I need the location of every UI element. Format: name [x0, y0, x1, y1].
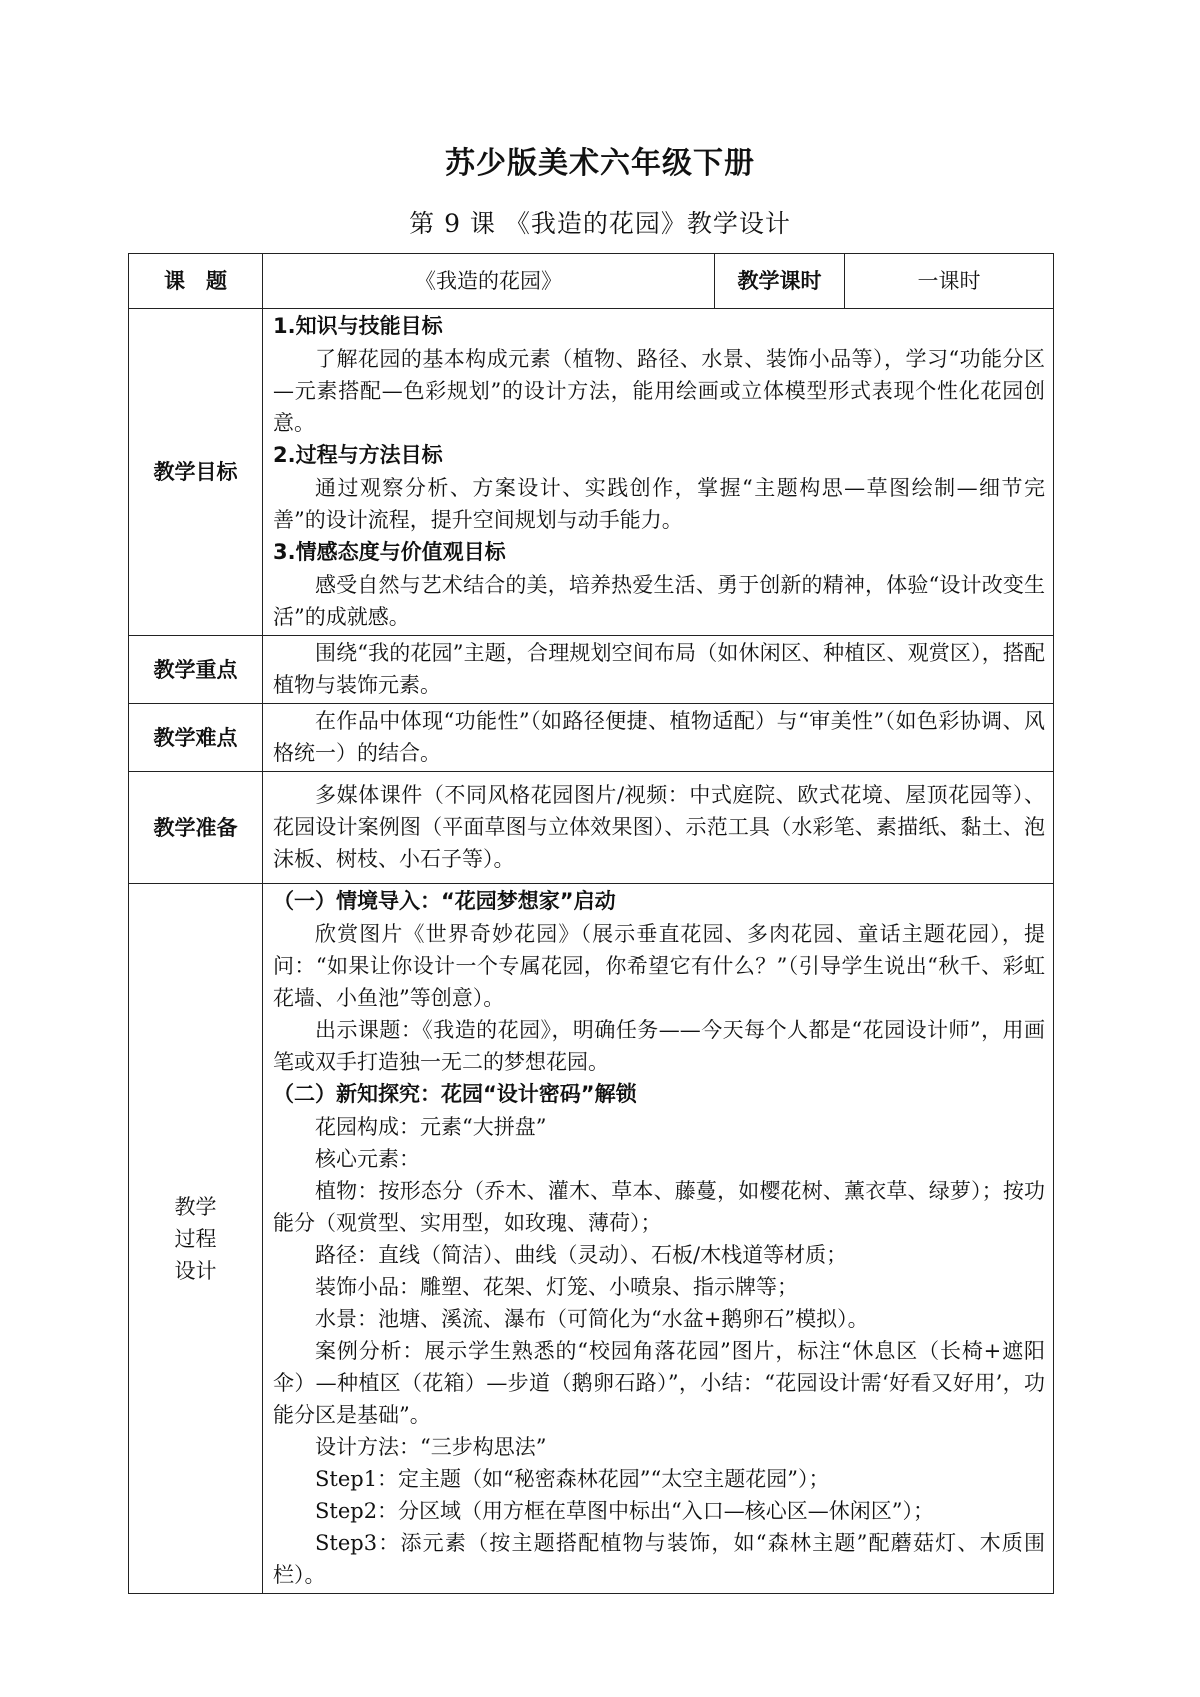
section-2-paragraph: 路径：直线（简洁）、曲线（灵动）、石板/木栈道等材质； — [315, 1243, 848, 1267]
difficulty-text: 在作品中体现“功能性”（如路径便捷、植物适配）与“审美性”（如色彩协调、风格统一）的结合。 — [273, 709, 1045, 765]
section-2-heading: （二）新知探究：花园“设计密码”解锁 — [273, 1082, 637, 1106]
topic-value: 《我造的花园》 — [263, 254, 715, 309]
document-title: 苏少版美术六年级下册 — [445, 146, 755, 181]
difficulty-content — [263, 704, 1054, 772]
key-point-content — [263, 636, 1054, 704]
table-row-key-point — [129, 636, 1054, 704]
table-row-goals — [129, 309, 1054, 636]
table-row-preparation — [129, 772, 1054, 884]
section-1-paragraph: 出示课题：《我造的花园》，明确任务——今天每个人都是“花园设计师”，用画笔或双手打造独一无二的梦想花园。 — [273, 1018, 1045, 1074]
section-2-paragraph: 案例分析：展示学生熟悉的“校园角落花园”图片，标注“休息区（长椅+遮阳伞）—种植区（花箱）—步道（鹅卵石路）”，小结：“花园设计需‘好看又好用’，功能分区是基础”。 — [273, 1339, 1045, 1427]
goal-2-heading: 2.过程与方法目标 — [273, 443, 443, 467]
goal-3-heading: 3.情感态度与价值观目标 — [273, 540, 506, 564]
goals-label: 教学目标 — [129, 309, 263, 636]
section-1-paragraph: 欣赏图片《世界奇妙花园》（展示垂直花园、多肉花园、童话主题花园），提问：“如果让你设计一个专属花园，你希望它有什么？”（引导学生说出“秋千、彩虹花墙、小鱼池”等创意）。 — [273, 922, 1045, 1010]
process-label — [129, 884, 263, 1594]
section-1-heading: （一）情境导入：“花园梦想家”启动 — [273, 889, 616, 913]
goal-1-heading: 1.知识与技能目标 — [273, 314, 443, 338]
table-row-difficulty — [129, 704, 1054, 772]
section-2-paragraph: 水景：池塘、溪流、瀑布（可简化为“水盆+鹅卵石”模拟）。 — [315, 1307, 869, 1331]
section-2-paragraph: 设计方法：“三步构思法” — [315, 1435, 547, 1459]
section-2-paragraph: Step2：分区域（用方框在草图中标出“入口—核心区—休闲区”）； — [315, 1499, 935, 1523]
goal-1-text: 了解花园的基本构成元素（植物、路径、水景、装饰小品等），学习“功能分区—元素搭配—色彩规划”的设计方法，能用绘画或立体模型形式表现个性化花园创意。 — [273, 347, 1045, 435]
section-2-paragraph: 装饰小品：雕塑、花架、灯笼、小喷泉、指示牌等； — [315, 1275, 798, 1299]
table-row-process — [129, 884, 1054, 1594]
goals-content — [263, 309, 1054, 636]
goal-2-text: 通过观察分析、方案设计、实践创作，掌握“主题构思—草图绘制—细节完善”的设计流程，提升空间规划与动手能力。 — [273, 476, 1045, 532]
process-label-line-2: 过程 — [174, 1226, 217, 1251]
topic-label: 课 题 — [129, 254, 263, 309]
process-label-line-1: 教学 — [174, 1194, 217, 1219]
key-point-label: 教学重点 — [129, 636, 263, 704]
section-2-paragraph: 核心元素： — [315, 1147, 420, 1171]
process-label-line-3: 设计 — [174, 1258, 217, 1283]
hours-label: 教学课时 — [715, 254, 845, 309]
section-2-paragraph: Step3：添元素（按主题搭配植物与装饰，如“森林主题”配蘑菇灯、木质围栏）。 — [273, 1531, 1045, 1587]
key-point-text: 围绕“我的花园”主题，合理规划空间布局（如休闲区、种植区、观赏区），搭配植物与装饰元素。 — [273, 641, 1045, 697]
process-content — [263, 884, 1054, 1594]
goal-3-text: 感受自然与艺术结合的美，培养热爱生活、勇于创新的精神，体验“设计改变生活”的成就感。 — [273, 573, 1045, 629]
preparation-label: 教学准备 — [129, 772, 263, 884]
hours-value: 一课时 — [845, 254, 1054, 309]
document-subtitle: 第 9 课 《我造的花园》教学设计 — [409, 209, 791, 238]
preparation-text: 多媒体课件（不同风格花园图片/视频：中式庭院、欧式花境、屋顶花园等）、花园设计案例图（平面草图与立体效果图）、示范工具（水彩笔、素描纸、黏土、泡沫板、树枝、小石子等）。 — [273, 783, 1045, 871]
section-2-paragraph: 花园构成：元素“大拼盘” — [315, 1115, 547, 1139]
preparation-content — [263, 772, 1054, 884]
table-row-topic — [129, 254, 1054, 309]
lesson-plan-table — [128, 253, 1054, 1594]
section-2-paragraph: 植物：按形态分（乔木、灌木、草本、藤蔓，如樱花树、薰衣草、绿萝）；按功能分（观赏型、实用型，如玫瑰、薄荷）； — [273, 1179, 1045, 1235]
difficulty-label: 教学难点 — [129, 704, 263, 772]
section-2-paragraph: Step1：定主题（如“秘密森林花园”“太空主题花园”）； — [315, 1467, 830, 1491]
